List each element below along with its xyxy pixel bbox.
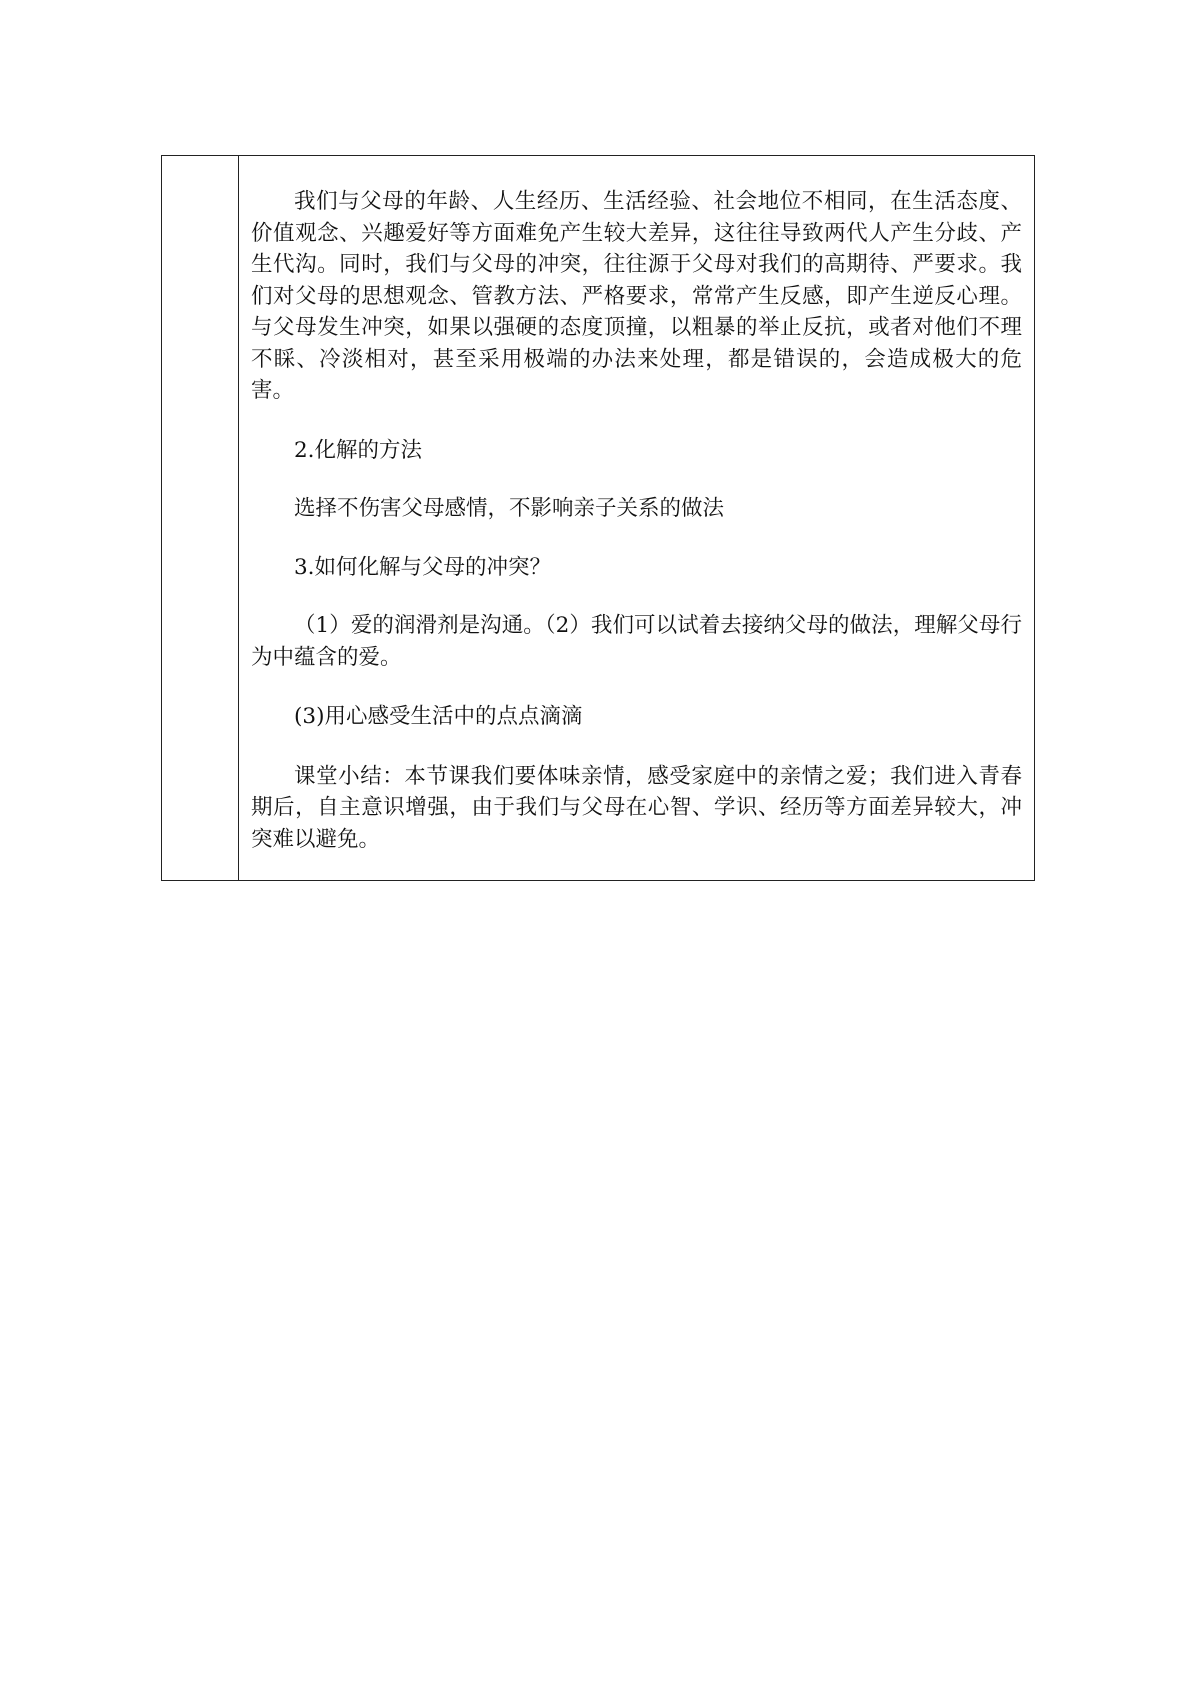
heading-how-to-resolve: 3.如何化解与父母的冲突？ [294,554,552,580]
paragraph-conflict-causes: 我们与父母的年龄、人生经历、生活经验、社会地位不相同，在生活态度、价值观念、兴趣爱好等方面难免产生较大差异，这往往导致两代人产生分歧、产生代沟。同时，我们与父母的冲突，往往源于父母对我们的高期待、严要求。我们对父母的思想观念、管教方法、严格要求，常常产生反感，即产生逆反心理。与父母发生冲突，如果以强硬的态度顶撞，以粗暴的举止反抗，或者对他们不理不睬、冷淡相对，甚至采用极端的办法来处理，都是错误的，会造成极大的危害。 [251,189,1022,403]
lesson-table [161,155,1035,881]
paragraph-communication: （1）爱的润滑剂是沟通。（2）我们可以试着去接纳父母的做法，理解父母行为中蕴含的爱。 [251,613,1022,670]
table-left-cell [162,156,239,880]
paragraph-feel-life: (3)用心感受生活中的点点滴滴 [294,704,583,729]
table-content-cell [239,156,1034,880]
heading-resolve-method: 2.化解的方法 [294,437,423,463]
paragraph-choose-approach: 选择不伤害父母感情，不影响亲子关系的做法 [294,496,725,521]
paragraph-class-summary: 课堂小结：本节课我们要体味亲情，感受家庭中的亲情之爱；我们进入青春期后，自主意识增强，由于我们与父母在心智、学识、经历等方面差异较大，冲突难以避免。 [251,763,1022,852]
